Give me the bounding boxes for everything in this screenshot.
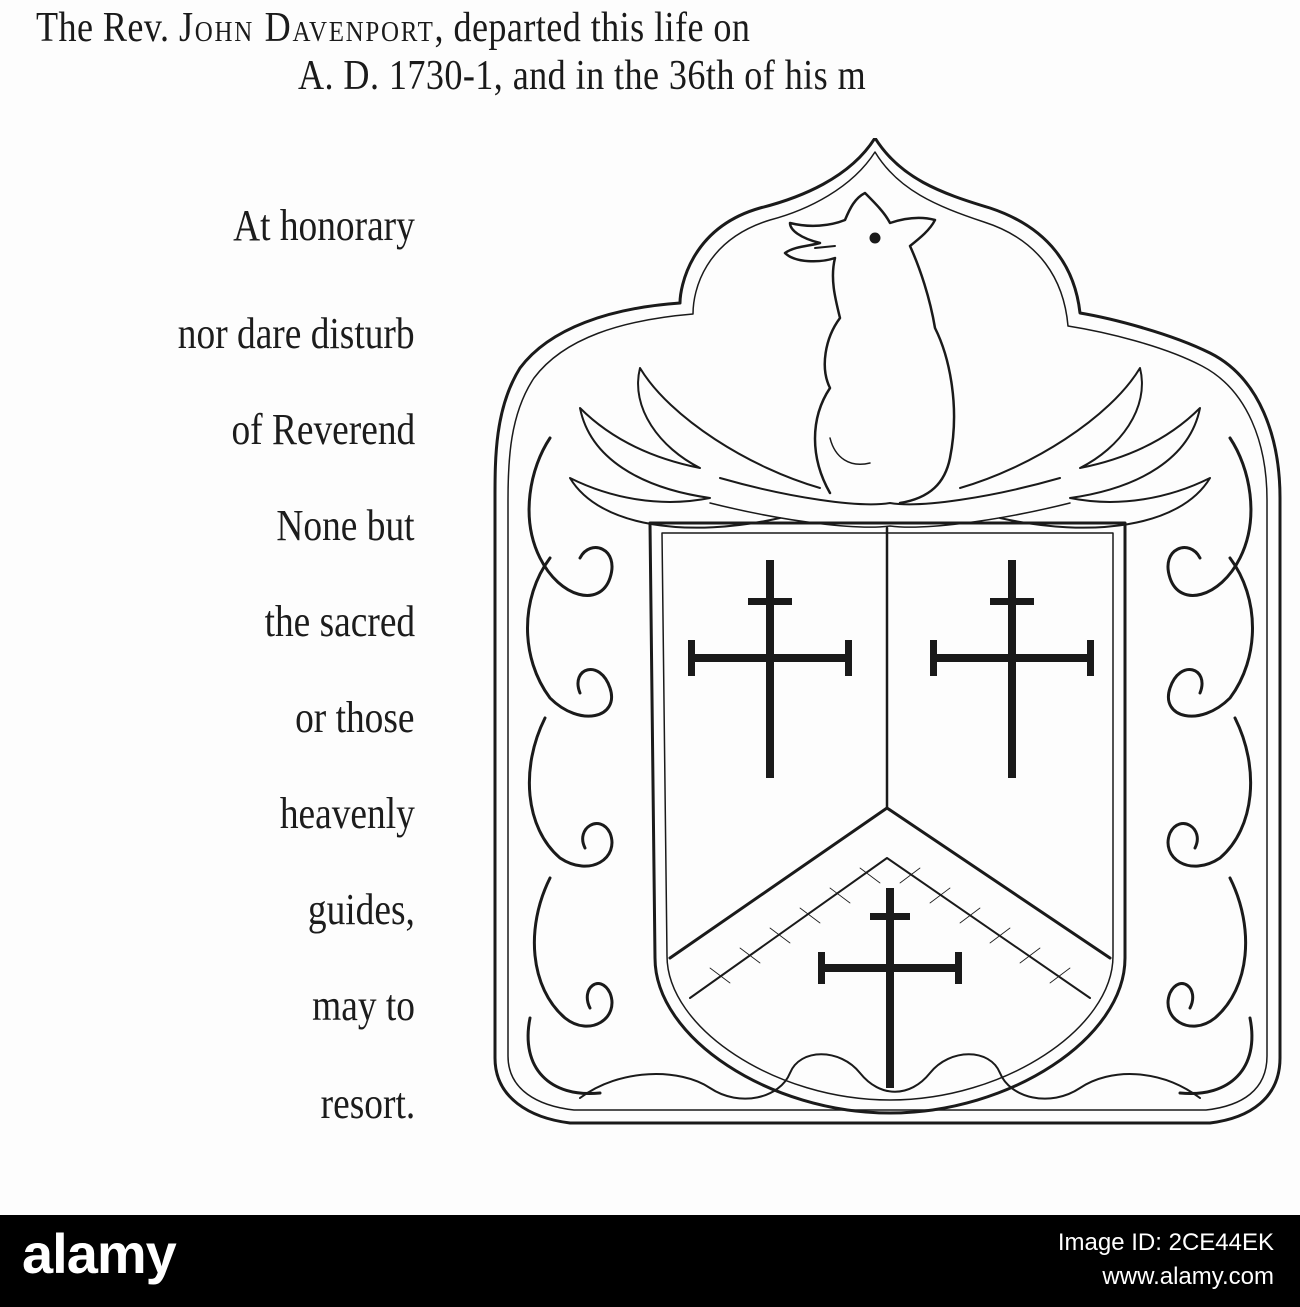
verse-line: nor dare disturb — [178, 309, 415, 358]
verse-line: of Reverend — [231, 405, 415, 454]
cross-crosslet-left — [688, 560, 852, 778]
coat-of-arms-icon — [490, 138, 1290, 1210]
verse-line: guides, — [307, 885, 415, 934]
verse-line: or those — [295, 693, 415, 742]
header-line-2: A. D. 1730-1, and in the 36th of his m — [298, 53, 867, 99]
header-name: John Davenport — [178, 5, 435, 51]
verse-line: None but — [276, 501, 415, 550]
cross-crosslet-right — [930, 560, 1094, 778]
verse-line: heavenly — [280, 789, 415, 838]
header-prefix: The Rev. — [36, 5, 179, 51]
alamy-logo: alamy — [22, 1222, 176, 1285]
image-id: Image ID: 2CE44EK — [1057, 1229, 1274, 1256]
header-line-1 — [36, 4, 750, 52]
verse-line: resort. — [320, 1079, 415, 1128]
header-suffix: , departed this life on — [434, 5, 751, 51]
verse-line: the sacred — [264, 597, 415, 646]
verse-line: may to — [312, 981, 415, 1030]
watermark-footer — [0, 1215, 1300, 1307]
verse-line: At honorary — [233, 201, 415, 250]
site-url: www.alamy.com — [1102, 1263, 1274, 1290]
wolf-crest — [785, 193, 954, 503]
